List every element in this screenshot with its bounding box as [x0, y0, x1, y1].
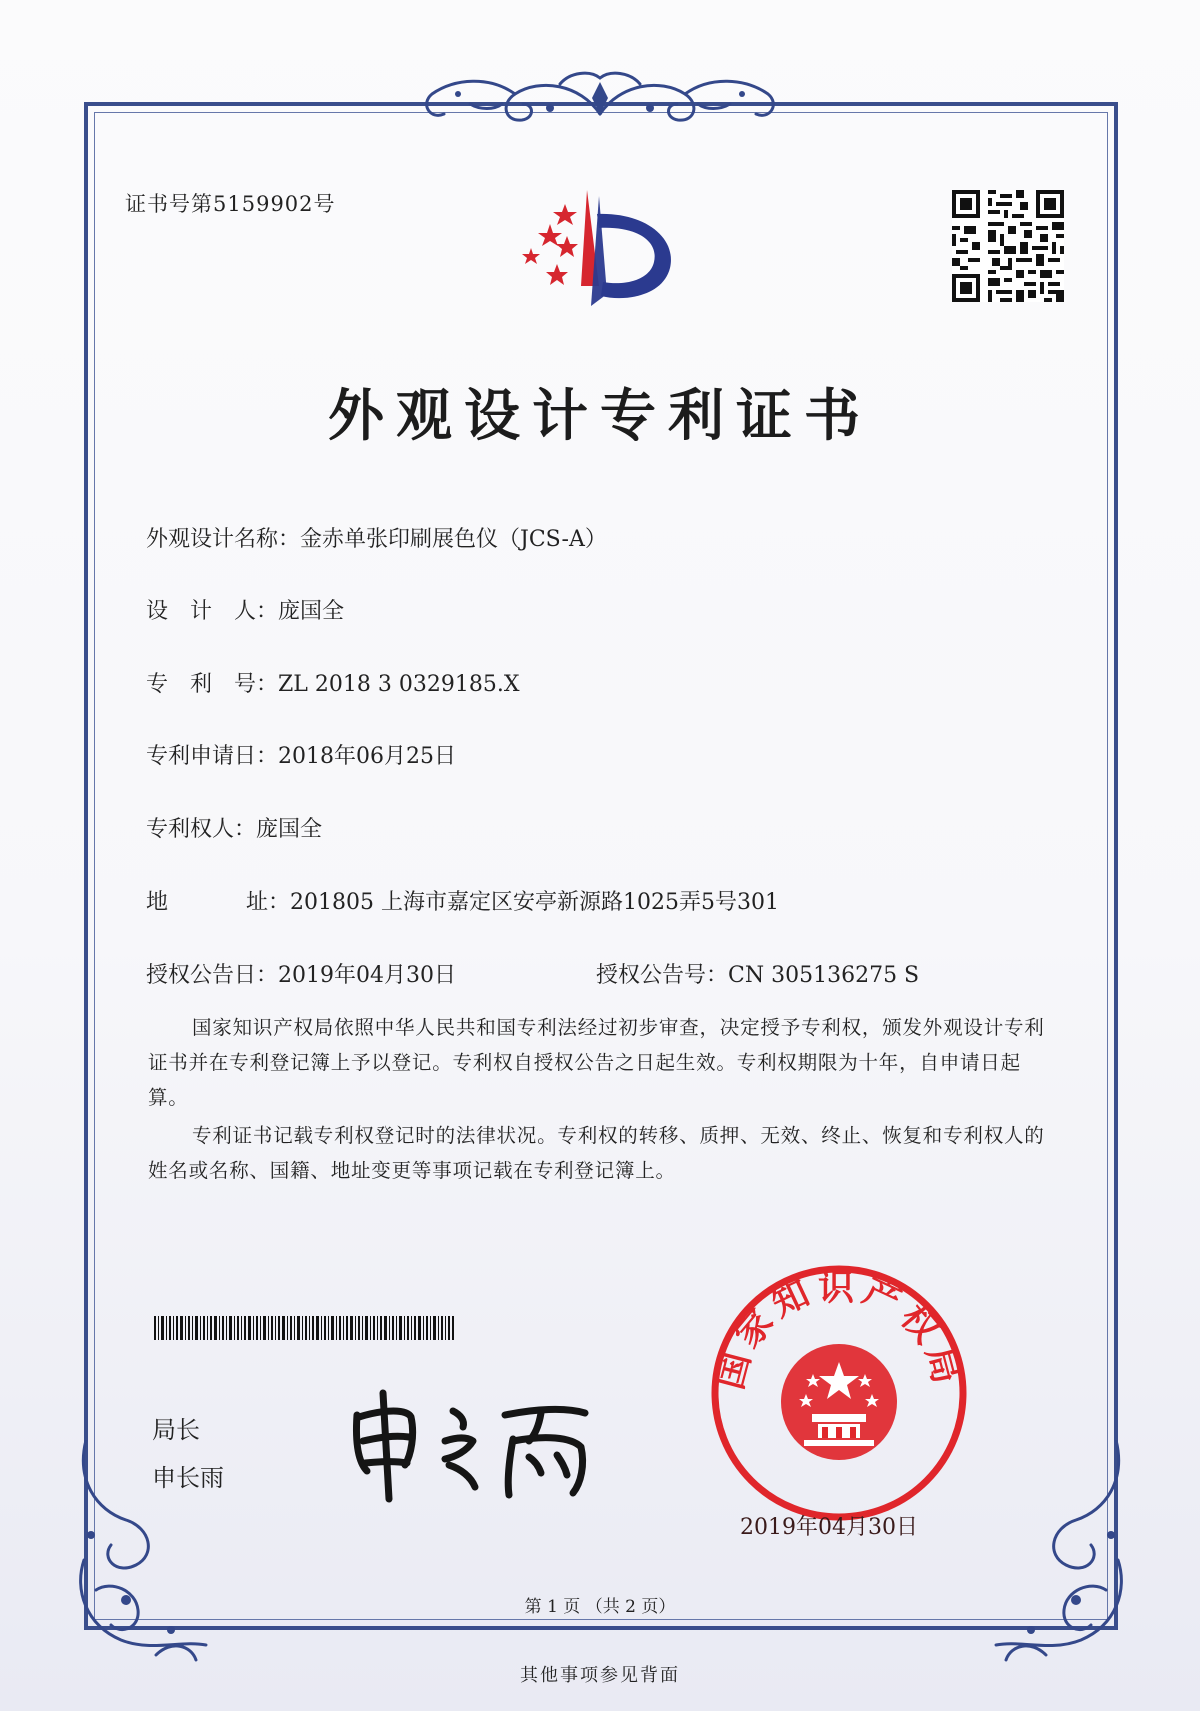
patent-number-value: ZL 2018 3 0329185.X — [278, 672, 520, 697]
bottom-right-ornament-icon — [986, 1440, 1136, 1670]
designer-value: 庞国全 — [278, 599, 345, 624]
certificate-title: 外观设计专利证书 — [328, 384, 872, 449]
cnipa-logo-icon — [505, 186, 695, 326]
address-value: 201805 上海市嘉定区安亭新源路1025弄5号301 — [290, 890, 779, 915]
design-name-label: 外观设计名称： — [146, 527, 301, 552]
page-number: 第 1 页 （共 2 页） — [524, 1597, 676, 1617]
director-title: 局长 — [152, 1416, 200, 1444]
footer-note: 其他事项参见背面 — [520, 1665, 680, 1686]
address-label-start: 地 — [146, 890, 169, 915]
field-address — [146, 885, 779, 916]
field-owner — [146, 812, 322, 843]
field-design-name — [146, 522, 607, 553]
grant-number-value: CN 305136275 S — [728, 963, 920, 988]
patent-number-label: 专 利 号： — [146, 672, 279, 697]
apply-date-label: 专利申请日： — [146, 744, 279, 769]
qr-code-icon — [952, 190, 1064, 302]
barcode-icon — [154, 1316, 454, 1340]
seal-date: 2019年04月30日 — [740, 1515, 918, 1540]
apply-date-value: 2018年06月25日 — [278, 744, 456, 769]
design-name-value: 金赤单张印刷展色仪（JCS-A） — [300, 527, 607, 552]
field-grant-date — [146, 958, 456, 989]
certificate-number: 证书号第5159902号 — [125, 192, 336, 216]
field-designer — [146, 594, 344, 625]
field-grant-number — [596, 958, 919, 989]
handwritten-signature-icon — [345, 1385, 605, 1505]
field-patent-number — [146, 667, 520, 698]
grant-number-label: 授权公告号： — [596, 963, 729, 988]
official-seal-icon — [708, 1262, 970, 1524]
top-ornament-icon — [410, 64, 790, 132]
body-paragraph-1: 国家知识产权局依照中华人民共和国专利法经过初步审查，决定授予专利权，颁发外观设计专利证书并在专利登记簿上予以登记。专利权自授权公告之日起生效。专利权期限为十年，自申请日起算。 — [148, 1016, 1045, 1109]
owner-label: 专利权人： — [146, 817, 257, 842]
body-paragraph-2: 专利证书记载专利权登记时的法律状况。专利权的转移、质押、无效、终止、恢复和专利权人的姓名或名称、国籍、地址变更等事项记载在专利登记簿上。 — [148, 1124, 1045, 1182]
owner-value: 庞国全 — [256, 817, 323, 842]
director-name: 申长雨 — [152, 1464, 224, 1492]
svg-text:国家知识产权局: 国家知识产权局 — [709, 1267, 969, 1394]
designer-label: 设 计 人： — [146, 599, 279, 624]
field-apply-date — [146, 739, 456, 770]
grant-date-value: 2019年04月30日 — [278, 963, 456, 988]
grant-date-label: 授权公告日： — [146, 963, 279, 988]
address-label-end: 址： — [246, 890, 291, 915]
